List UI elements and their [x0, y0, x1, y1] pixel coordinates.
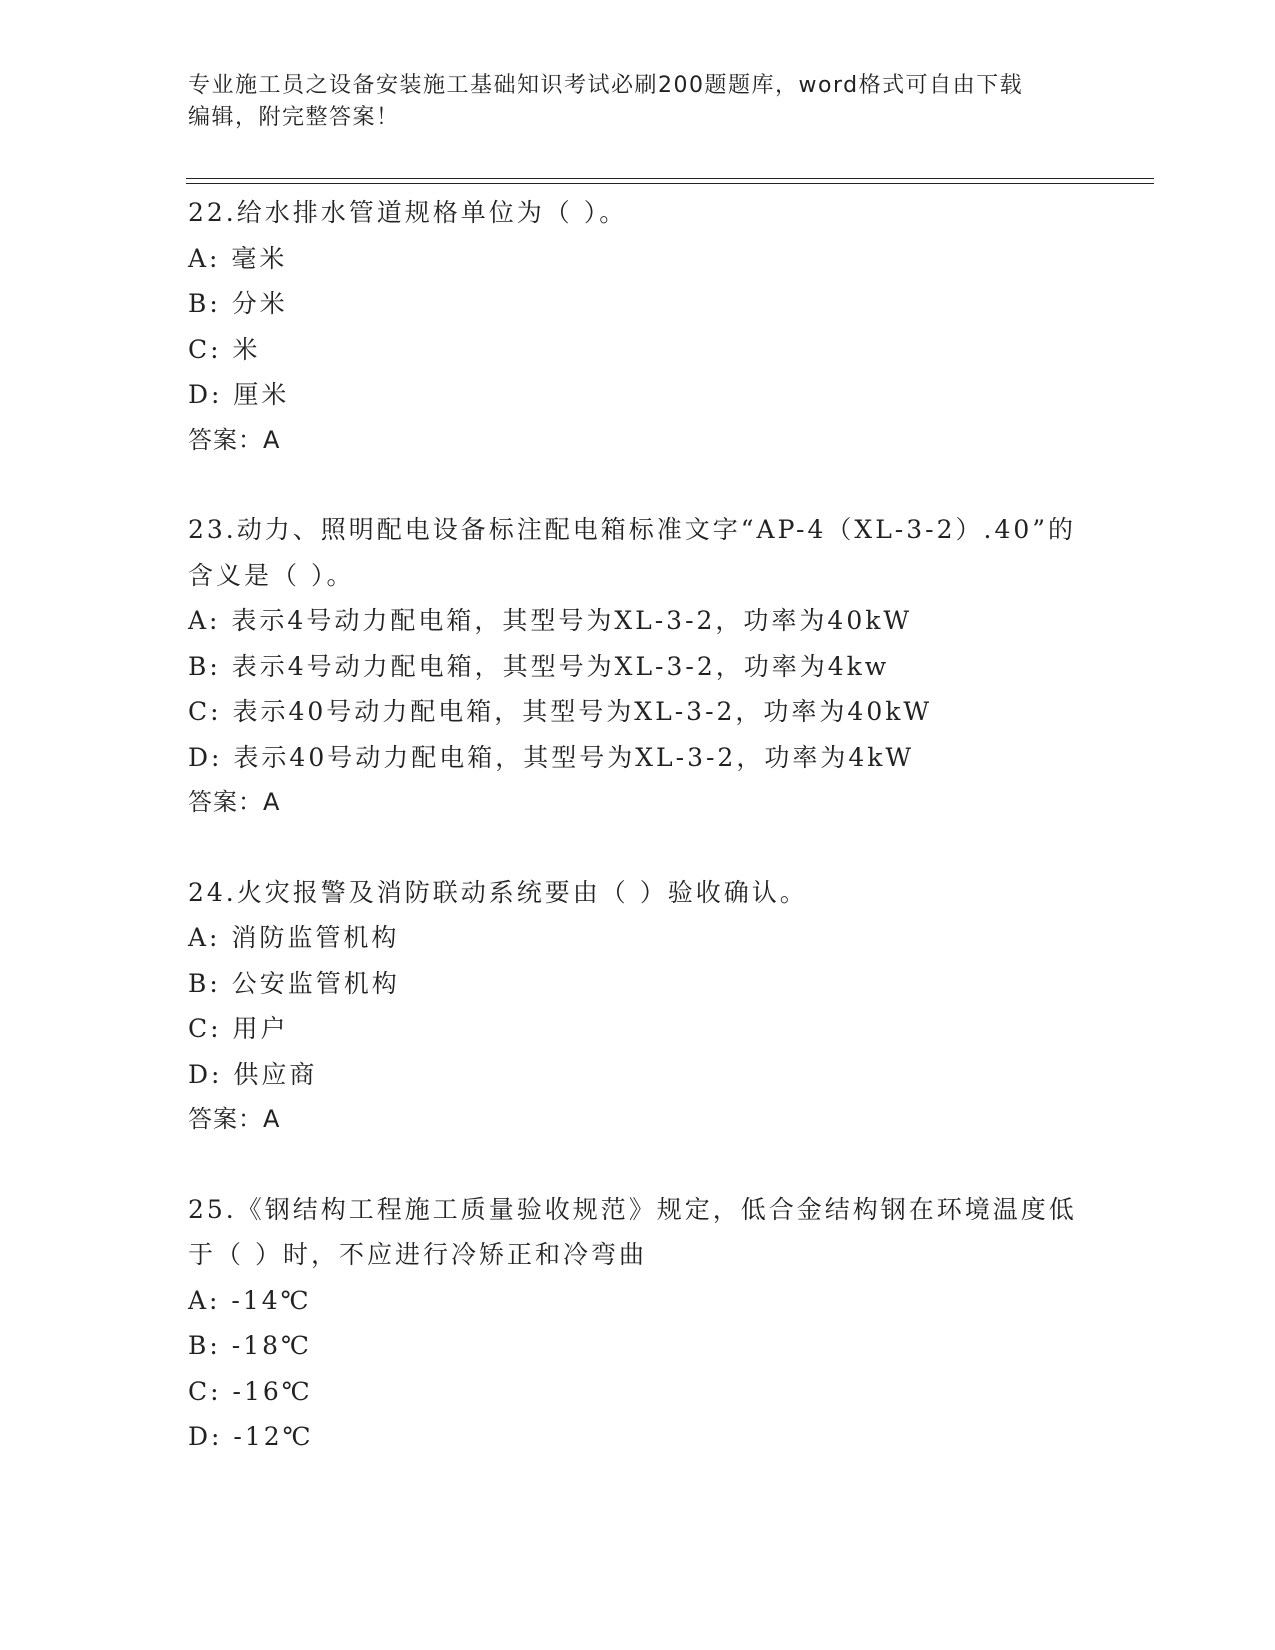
question-24 — [188, 870, 1088, 1143]
option-c: C: -16℃ — [188, 1376, 313, 1406]
question-25 — [188, 1187, 1088, 1460]
document-header — [188, 70, 1088, 134]
option-d: D: -12℃ — [188, 1422, 314, 1451]
option-b: B: 公安监管机构 — [188, 968, 400, 998]
option-c: C: 表示40号动力配电箱，其型号为XL-3-2，功率为40kW — [188, 697, 933, 726]
option-a: A: 毫米 — [188, 243, 288, 273]
option-c: C: 米 — [188, 334, 261, 364]
question-stem: 22.给水排水管道规格单位为（ ）。 — [188, 198, 628, 227]
question-23 — [188, 507, 1088, 826]
option-a: A: -14℃ — [188, 1285, 312, 1315]
option-b: B: -18℃ — [188, 1331, 312, 1360]
option-a: A: 消防监管机构 — [188, 923, 400, 952]
question-stem: 23.动力、照明配电设备标注配电箱标准文字“AP-4（XL-3-2）.40”的含义是（ ）。 — [188, 515, 1077, 590]
header-title-line-2: 编辑，附完整答案！ — [188, 105, 400, 130]
answer-label: 答案：A — [188, 788, 281, 816]
header-divider-top — [186, 178, 1154, 179]
question-stem: 25.《钢结构工程施工质量验收规范》规定，低合金结构钢在环境温度低于（ ）时，不应进行冷矫正和冷弯曲 — [188, 1194, 1077, 1269]
question-list — [188, 190, 1088, 1504]
header-title-line-1: 专业施工员之设备安装施工基础知识考试必刷200题题库，word格式可自由下载 — [188, 73, 1024, 98]
option-b: B: 表示4号动力配电箱，其型号为XL-3-2，功率为4kw — [188, 651, 890, 681]
option-a: A: 表示4号动力配电箱，其型号为XL-3-2，功率为40kW — [188, 606, 913, 635]
answer-label: 答案：A — [188, 1105, 281, 1133]
question-stem: 24.火灾报警及消防联动系统要由（ ）验收确认。 — [188, 877, 808, 907]
option-b: B: 分米 — [188, 289, 288, 318]
option-d: D: 供应商 — [188, 1059, 318, 1089]
answer-label: 答案：A — [188, 425, 281, 454]
option-d: D: 厘米 — [188, 380, 290, 409]
option-c: C: 用户 — [188, 1014, 289, 1043]
header-divider-bottom — [186, 183, 1154, 184]
question-22 — [188, 190, 1088, 463]
option-d: D: 表示40号动力配电箱，其型号为XL-3-2，功率为4kW — [188, 742, 915, 772]
